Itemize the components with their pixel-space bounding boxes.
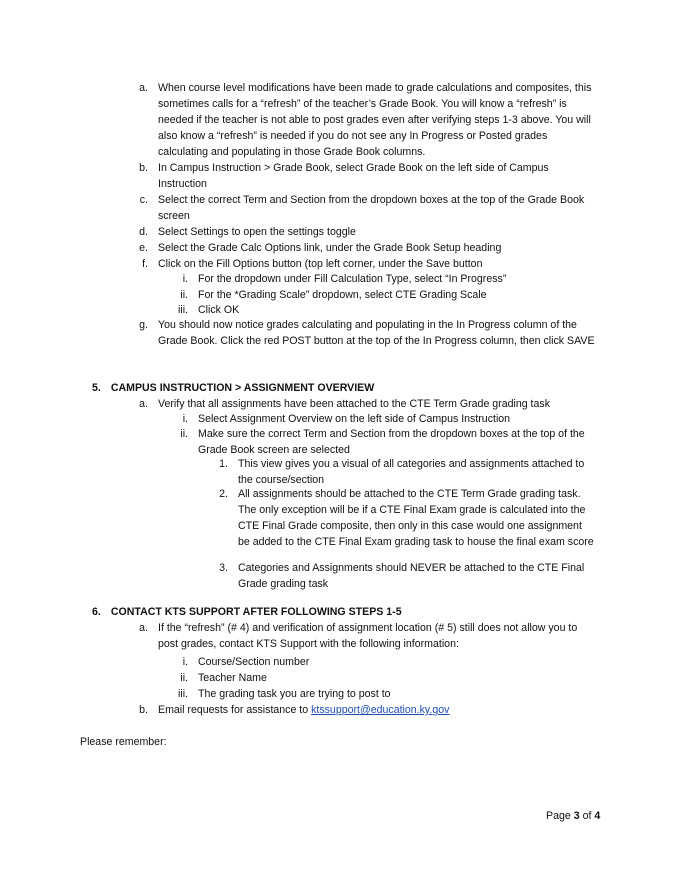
list-marker: iii. [177, 688, 188, 700]
section-6-heading [92, 604, 602, 620]
list-text: In Campus Instruction > Grade Book, select Grade Book on the left side of Campus Instruction [158, 162, 549, 190]
sublist-item-ii [170, 287, 600, 303]
list-item-f [130, 256, 600, 272]
list-marker: b. [139, 704, 148, 716]
total-pages-number: 4 [594, 810, 601, 822]
section-5-subitem-ii [170, 426, 600, 458]
list-text: Teacher Name [198, 672, 267, 684]
list-text: All assignments should be attached to the CTE Term Grade grading task. The only exception will be if a CTE Final Exam grade is calculated into the CTE Final Grade composite, then only in this case would one assignment be added to the CTE Final Exam grading task to house the final exam score [238, 488, 594, 548]
section-title: CAMPUS INSTRUCTION > ASSIGNMENT OVERVIEW [110, 382, 375, 394]
list-text: This view gives you a visual of all categories and assignments attached to the course/section [238, 458, 585, 486]
section-6-item-b [130, 702, 600, 718]
list-text: Select Settings to open the settings toggle [158, 226, 356, 238]
list-item-b [130, 160, 600, 192]
list-marker: 3. [219, 562, 228, 574]
list-text: If the “refresh” (# 4) and verification of assignment location (# 5) still does not allow you to post grades, contact KTS Support with the following information: [158, 622, 578, 650]
list-text: Click on the Fill Options button (top left corner, under the Save button [158, 258, 483, 270]
list-text: Select the Grade Calc Options link, under the Grade Book Setup heading [158, 242, 502, 254]
section-5-subitem-i [170, 411, 600, 427]
section-number: 6. [92, 606, 101, 618]
section-5-heading [92, 380, 602, 396]
section-5-numbered-1 [210, 456, 600, 488]
list-text [148, 702, 598, 718]
list-marker: e. [139, 242, 148, 254]
list-text: For the dropdown under Fill Calculation Type, select “In Progress” [198, 273, 507, 285]
section-6-subitem-iii [170, 686, 600, 702]
list-marker: ii. [180, 672, 188, 684]
sublist-item-iii [170, 302, 600, 318]
list-item-a [130, 80, 600, 160]
page-label: Page [546, 810, 571, 822]
list-text: Select the correct Term and Section from the dropdown boxes at the top of the Grade Book screen [158, 194, 585, 222]
list-marker: i. [182, 273, 188, 285]
list-marker: d. [139, 226, 148, 238]
list-item-g [130, 317, 600, 349]
list-item-d [130, 224, 600, 240]
list-marker: ii. [180, 428, 188, 440]
list-marker: i. [182, 656, 188, 668]
list-text: Click OK [198, 304, 240, 316]
page-number-footer [546, 808, 600, 824]
list-text: For the *Grading Scale” dropdown, select CTE Grading Scale [198, 289, 487, 301]
of-label: of [582, 810, 592, 822]
list-item-e [130, 240, 600, 256]
email-link[interactable]: ktssupport@education.ky.gov [311, 704, 450, 716]
list-marker: iii. [177, 304, 188, 316]
list-marker: 1. [219, 458, 228, 470]
section-6-item-a [130, 620, 600, 652]
list-text: Select Assignment Overview on the left side of Campus Instruction [198, 413, 511, 425]
list-text: Verify that all assignments have been attached to the CTE Term Grade grading task [158, 398, 550, 410]
list-marker: g. [139, 319, 148, 331]
list-marker: ii. [180, 289, 188, 301]
section-5-numbered-2 [210, 486, 600, 550]
list-text: Categories and Assignments should NEVER be attached to the CTE Final Grade grading task [238, 562, 585, 590]
list-marker: a. [139, 622, 148, 634]
list-marker: i. [182, 413, 188, 425]
section-6-subitem-i [170, 654, 600, 670]
list-item-c [130, 192, 600, 224]
list-text: The grading task you are trying to post to [198, 688, 391, 700]
list-marker: 2. [219, 488, 228, 500]
list-marker: a. [139, 82, 148, 94]
section-5-item-a [130, 396, 600, 412]
list-text: When course level modifications have been made to grade calculations and composites, this sometimes calls for a “refresh” of the teacher’s Grade Book. You will know a “refresh” is needed if the teacher is not able to post grades even after verifying steps 1-3 above. You will also know a “refresh” is needed if you do not see any In Progress or Posted grades calculating and populating in those Grade Book columns. [158, 82, 592, 158]
list-text: Make sure the correct Term and Section from the dropdown boxes at the top of the Grade Book screen are selected [198, 428, 585, 456]
section-title: CONTACT KTS SUPPORT AFTER FOLLOWING STEPS 1-5 [110, 606, 402, 618]
section-number: 5. [92, 382, 101, 394]
list-marker: f. [142, 258, 148, 270]
section-6-subitem-ii [170, 670, 600, 686]
closing-text: Please remember: [80, 736, 167, 748]
current-page-number: 3 [573, 810, 580, 822]
list-marker: a. [139, 398, 148, 410]
list-marker: b. [139, 162, 148, 174]
email-intro-text: Email requests for assistance to [158, 704, 312, 716]
list-marker: c. [139, 194, 148, 206]
sublist-item-i [170, 271, 600, 287]
list-text: You should now notice grades calculating and populating in the In Progress column of the Grade Book. Click the red POST button at the top of the In Progress column, then click SAVE [158, 319, 595, 347]
section-5-numbered-3 [210, 560, 600, 592]
list-text: Course/Section number [198, 656, 310, 668]
